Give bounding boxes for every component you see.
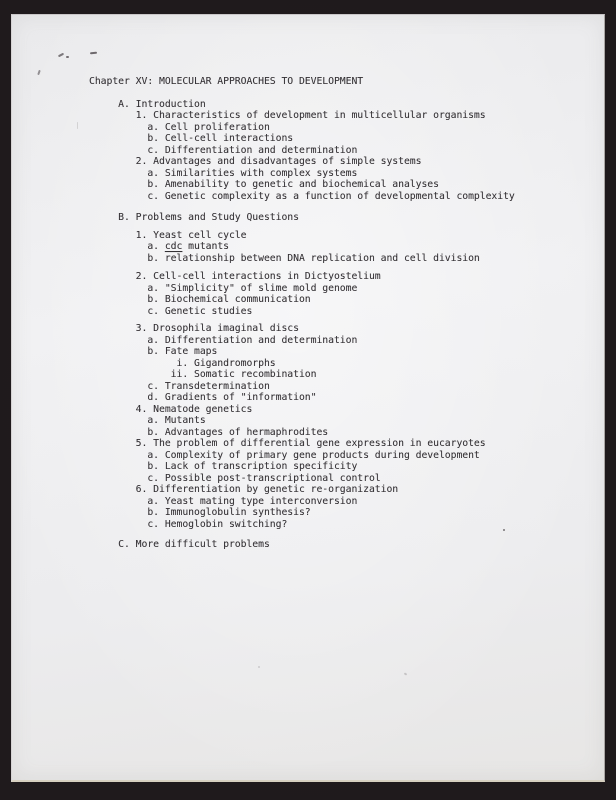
- outline-line: b. Lack of transcription specificity: [89, 461, 358, 472]
- outline-line: Chapter XV: MOLECULAR APPROACHES TO DEVELOPMENT: [89, 76, 364, 87]
- outline-line: a. Differentiation and determination: [89, 334, 358, 346]
- outline-line: b. Cell-cell interactions: [89, 133, 294, 144]
- outline-line: 6. Differentiation by genetic re-organization: [89, 484, 399, 495]
- outline-line: ii. Somatic recombination: [89, 369, 317, 380]
- outline-line: c. Genetic complexity as a function of developmental complexity: [89, 190, 515, 202]
- outline-line: a. "Simplicity" of slime mold genome: [89, 282, 358, 294]
- outline-line: 5. The problem of differential gene expression in eucaryotes: [89, 438, 486, 449]
- ink-speck: [404, 672, 408, 675]
- outline-line: b. Biochemical communication: [89, 294, 311, 305]
- outline-line: c. Hemoglobin switching?: [89, 518, 288, 530]
- outline-line: A. Introduction: [89, 98, 206, 110]
- outline-line: b. Fate maps: [89, 346, 218, 357]
- outline-line: C. More difficult problems: [89, 539, 270, 550]
- underlined-term: cdc: [164, 241, 183, 252]
- outline-line: b. Immunoglobulin synthesis?: [89, 507, 311, 518]
- outline-line: d. Gradients of "information": [89, 392, 317, 403]
- outline-line: 1. Characteristics of development in multicellular organisms: [89, 110, 486, 121]
- outline-line: 3. Drosophila imaginal discs: [89, 323, 299, 334]
- outline-line: b. Advantages of hermaphrodites: [89, 426, 329, 438]
- outline-line: 1. Yeast cell cycle: [89, 229, 247, 241]
- paper-sheet: [11, 14, 605, 782]
- outline-line: b. relationship between DNA replication and cell division: [89, 252, 480, 264]
- outline-line: c. Differentiation and determination: [89, 144, 358, 156]
- outline-line: b. Amenability to genetic and biochemical analyses: [89, 179, 439, 190]
- outline-line: i. Gigandromorphs: [89, 357, 276, 369]
- outline-line: a. cdc mutants: [89, 241, 229, 252]
- outline-line: 2. Advantages and disadvantages of simple systems: [89, 156, 422, 167]
- ink-speck: [258, 666, 260, 668]
- outline-line: a. Mutants: [89, 415, 206, 426]
- outline-line: c. Transdetermination: [89, 380, 270, 392]
- outline-line: 2. Cell-cell interactions in Dictyostelium: [89, 271, 381, 282]
- outline-line: a. Complexity of primary gene products during development: [89, 449, 480, 461]
- outline-line: a. Similarities with complex systems: [89, 167, 358, 179]
- outline-line: c. Genetic studies: [89, 305, 253, 317]
- outline-line: 4. Nematode genetics: [89, 403, 253, 415]
- outline-line: a. Cell proliferation: [89, 121, 270, 133]
- document-outline: [12, 15, 604, 551]
- outline-line: a. Yeast mating type interconversion: [89, 495, 358, 507]
- outline-line: c. Possible post-transcriptional control: [89, 472, 381, 484]
- outline-line: B. Problems and Study Questions: [89, 212, 299, 223]
